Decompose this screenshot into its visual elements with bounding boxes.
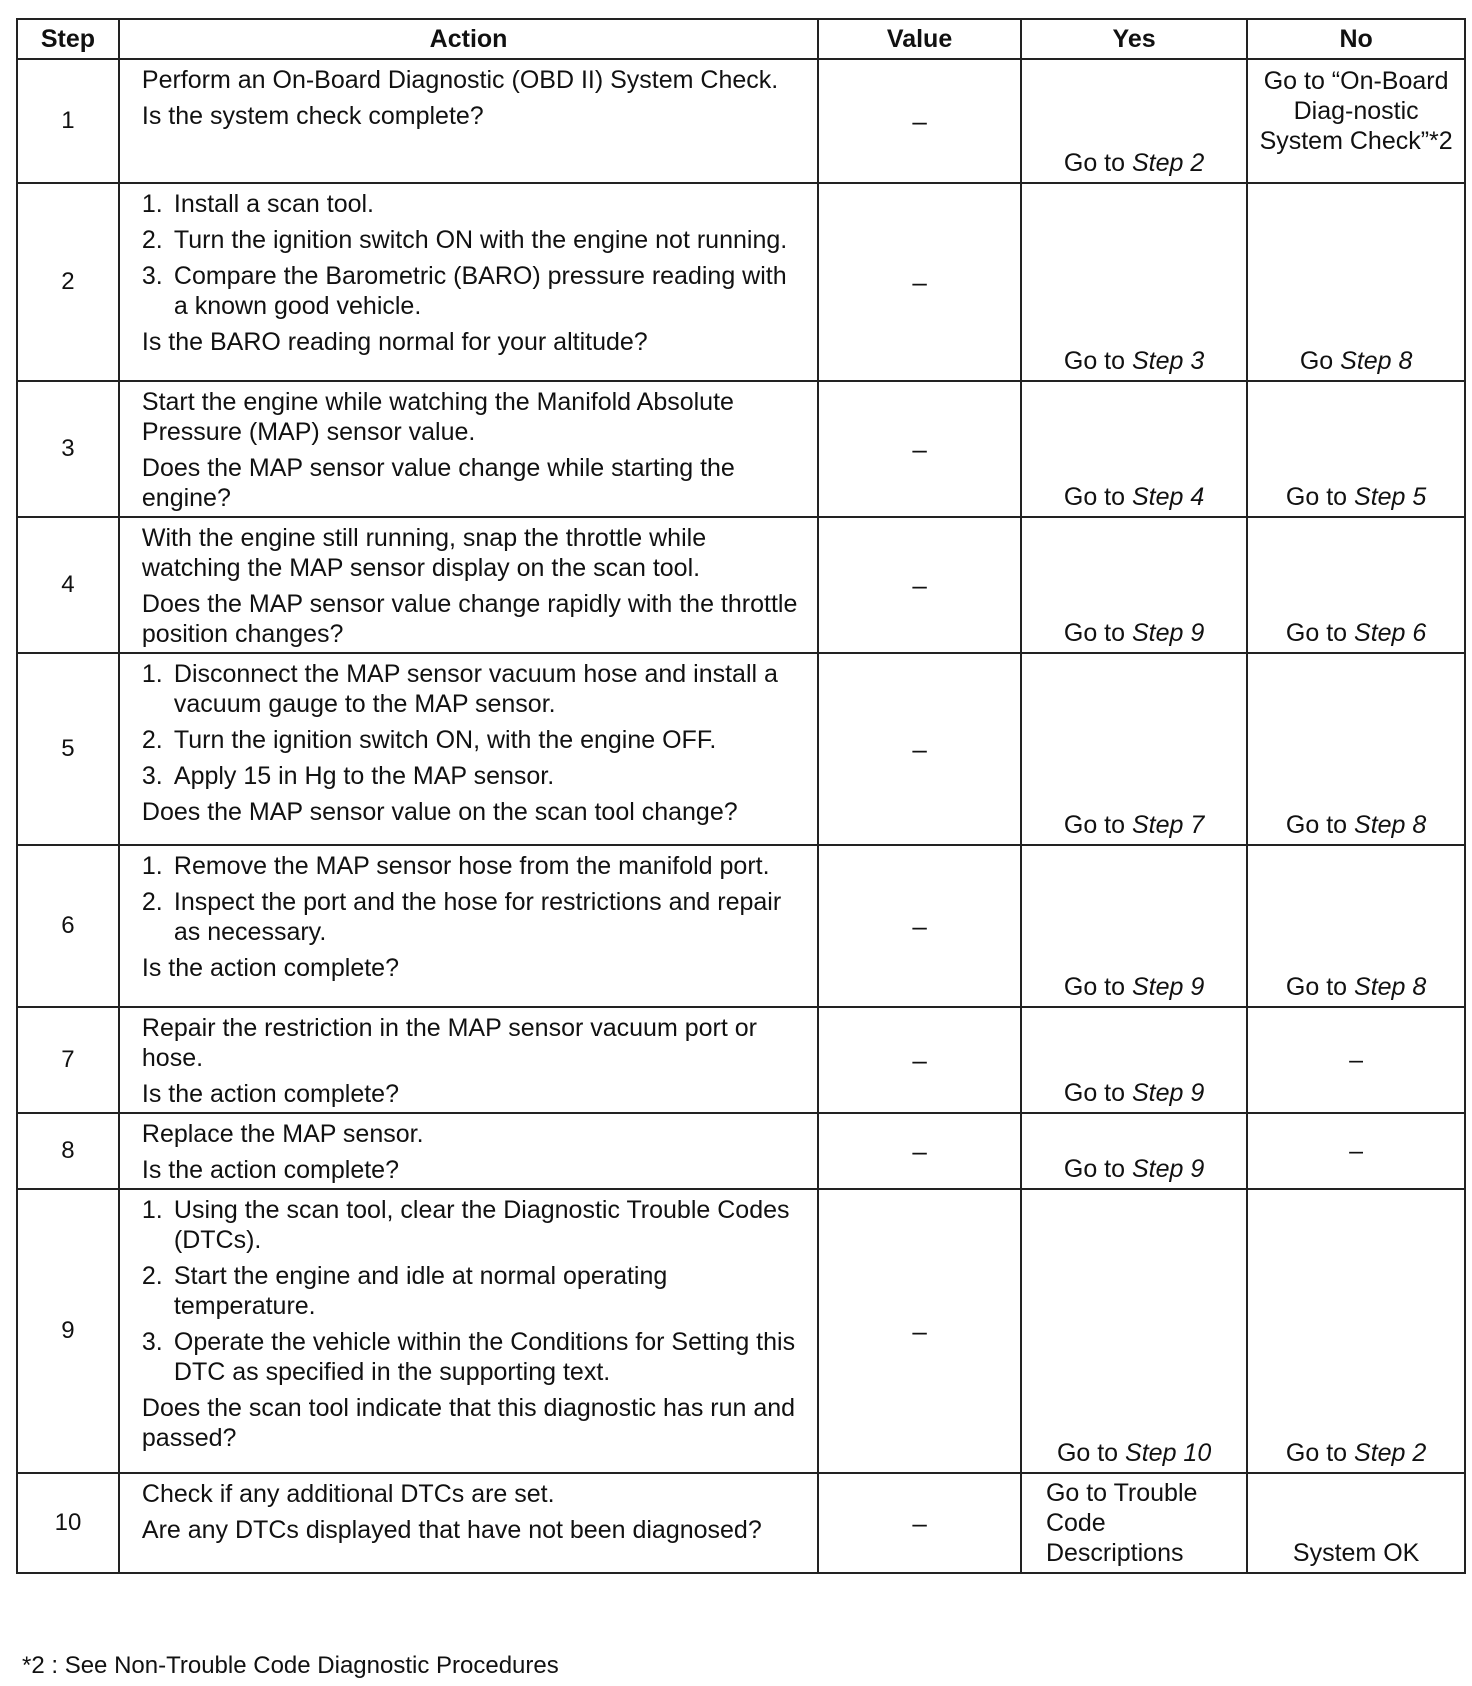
header-no: No — [1247, 19, 1465, 59]
action-question: Is the action complete? — [141, 1156, 399, 1184]
value-cell: – — [818, 1473, 1021, 1573]
action-list-item — [142, 1261, 805, 1321]
diagnostic-table — [16, 18, 1466, 1574]
no-cell — [1247, 845, 1465, 1007]
action-question: Does the MAP sensor value change rapidly with the throttle position changes? — [141, 590, 798, 648]
action-instruction: Perform an On-Board Diagnostic (OBD II) System Check. — [141, 66, 779, 94]
action-list-item — [142, 261, 805, 321]
yes-cell — [1021, 381, 1247, 517]
action-cell — [119, 59, 818, 183]
no-prefix: Go to — [1285, 811, 1348, 839]
action-item-number: 1. — [141, 190, 163, 218]
yes-prefix: Go to — [1063, 149, 1126, 177]
yes-cell — [1021, 517, 1247, 653]
value-cell: – — [818, 1189, 1021, 1473]
no-cell — [1247, 1007, 1465, 1113]
no-text: – — [1349, 1136, 1364, 1165]
action-item-text: Start the engine and idle at normal operating temperature. — [173, 1262, 668, 1320]
step-number: 2 — [17, 183, 119, 381]
action-cell — [119, 1113, 818, 1189]
value-cell: – — [818, 845, 1021, 1007]
no-step-ref: Step 8 — [1354, 973, 1427, 1001]
no-prefix: Go to — [1285, 1439, 1348, 1467]
action-question: Is the system check complete? — [141, 102, 484, 130]
action-instruction: Replace the MAP sensor. — [141, 1120, 424, 1148]
action-item-text: Apply 15 in Hg to the MAP sensor. — [173, 762, 555, 790]
action-cell — [119, 1473, 818, 1573]
table-header-row — [17, 19, 1465, 59]
yes-cell — [1021, 183, 1247, 381]
table-row — [17, 381, 1465, 517]
no-cell — [1247, 59, 1465, 183]
action-item-number: 2. — [141, 1262, 163, 1290]
action-instruction: Start the engine while watching the Manifold Absolute Pressure (MAP) sensor value. — [141, 388, 734, 446]
no-cell — [1247, 381, 1465, 517]
action-item-text: Operate the vehicle within the Conditions for Setting this DTC as specified in the supporting text. — [173, 1328, 796, 1386]
no-step-ref: Step 8 — [1340, 347, 1413, 375]
action-item-text: Using the scan tool, clear the Diagnostic Trouble Codes (DTCs). — [173, 1196, 790, 1254]
action-item-number: 3. — [141, 262, 163, 290]
action-cell — [119, 845, 818, 1007]
yes-cell — [1021, 1473, 1247, 1573]
no-step-ref: Step 5 — [1354, 483, 1427, 511]
action-item-text: Compare the Barometric (BARO) pressure reading with a known good vehicle. — [173, 262, 787, 320]
action-item-number: 1. — [141, 660, 163, 688]
yes-cell — [1021, 1113, 1247, 1189]
action-list-item — [142, 725, 805, 755]
value-cell: – — [818, 1007, 1021, 1113]
table-body — [17, 59, 1465, 1573]
action-cell — [119, 1189, 818, 1473]
step-number: 9 — [17, 1189, 119, 1473]
no-text: – — [1349, 1045, 1364, 1074]
action-instruction: With the engine still running, snap the throttle while watching the MAP sensor display on the scan tool. — [141, 524, 707, 582]
action-question: Is the action complete? — [141, 1080, 399, 1108]
value-cell: – — [818, 183, 1021, 381]
yes-prefix: Go to — [1063, 811, 1126, 839]
action-item-text: Install a scan tool. — [173, 190, 375, 218]
action-question: Does the scan tool indicate that this diagnostic has run and passed? — [141, 1394, 796, 1452]
action-item-number: 3. — [141, 762, 163, 790]
action-instruction: Repair the restriction in the MAP sensor vacuum port or hose. — [141, 1014, 757, 1072]
table-row — [17, 517, 1465, 653]
step-number: 10 — [17, 1473, 119, 1573]
value-cell: – — [818, 381, 1021, 517]
action-question: Does the MAP sensor value on the scan tool change? — [141, 798, 738, 826]
step-number: 6 — [17, 845, 119, 1007]
no-text: Go to “On-Board Diag-nostic System Check”*2 — [1259, 67, 1453, 155]
step-number: 3 — [17, 381, 119, 517]
table-row — [17, 1473, 1465, 1573]
action-instruction: Check if any additional DTCs are set. — [141, 1480, 555, 1508]
action-item-number: 2. — [141, 888, 163, 916]
diagnostic-document — [16, 18, 1466, 1574]
action-list-item — [142, 659, 805, 719]
no-cell — [1247, 183, 1465, 381]
no-step-ref: Step 8 — [1354, 811, 1427, 839]
action-question: Are any DTCs displayed that have not been diagnosed? — [141, 1516, 762, 1544]
action-list-item — [142, 1195, 805, 1255]
action-list-item — [142, 189, 805, 219]
value-cell: – — [818, 59, 1021, 183]
value-cell: – — [818, 1113, 1021, 1189]
action-cell — [119, 1007, 818, 1113]
action-item-number: 1. — [141, 1196, 163, 1224]
action-item-number: 2. — [141, 226, 163, 254]
no-cell — [1247, 1189, 1465, 1473]
header-yes: Yes — [1021, 19, 1247, 59]
no-step-ref: Step 6 — [1354, 619, 1427, 647]
yes-step-ref: Step 10 — [1125, 1439, 1212, 1467]
action-item-text: Turn the ignition switch ON with the engine not running. — [173, 226, 788, 254]
header-value: Value — [818, 19, 1021, 59]
step-number: 4 — [17, 517, 119, 653]
header-action: Action — [119, 19, 818, 59]
value-cell: – — [818, 517, 1021, 653]
no-cell — [1247, 1473, 1465, 1573]
action-item-text: Inspect the port and the hose for restrictions and repair as necessary. — [173, 888, 782, 946]
no-prefix: Go — [1299, 347, 1334, 375]
no-step-ref: Step 2 — [1354, 1439, 1427, 1467]
no-cell — [1247, 517, 1465, 653]
yes-cell — [1021, 1189, 1247, 1473]
action-item-text: Turn the ignition switch ON, with the engine OFF. — [173, 726, 717, 754]
table-row — [17, 1007, 1465, 1113]
yes-prefix: Go to — [1063, 973, 1126, 1001]
yes-prefix: Go to — [1063, 347, 1126, 375]
yes-step-ref: Step 9 — [1132, 619, 1205, 647]
action-item-text: Disconnect the MAP sensor vacuum hose and install a vacuum gauge to the MAP sensor. — [173, 660, 778, 718]
yes-cell — [1021, 845, 1247, 1007]
no-cell — [1247, 1113, 1465, 1189]
action-cell — [119, 517, 818, 653]
action-cell — [119, 183, 818, 381]
table-row — [17, 1113, 1465, 1189]
step-number: 5 — [17, 653, 119, 845]
yes-cell — [1021, 653, 1247, 845]
action-item-number: 1. — [141, 852, 163, 880]
no-prefix: Go to — [1285, 483, 1348, 511]
table-row — [17, 845, 1465, 1007]
yes-step-ref: Step 9 — [1132, 1155, 1205, 1183]
yes-step-ref: Step 9 — [1132, 973, 1205, 1001]
no-prefix: Go to — [1285, 973, 1348, 1001]
action-cell — [119, 653, 818, 845]
yes-prefix: Go to — [1063, 1079, 1126, 1107]
yes-prefix: Go to — [1063, 483, 1126, 511]
table-row — [17, 183, 1465, 381]
yes-text: Go to Trouble Code Descriptions — [1045, 1478, 1198, 1567]
action-question: Does the MAP sensor value change while starting the engine? — [141, 454, 735, 512]
step-number: 7 — [17, 1007, 119, 1113]
action-item-number: 2. — [141, 726, 163, 754]
action-question: Is the BARO reading normal for your altitude? — [141, 328, 648, 356]
yes-step-ref: Step 9 — [1132, 1079, 1205, 1107]
action-list-item — [142, 851, 805, 881]
yes-prefix: Go to — [1063, 1155, 1126, 1183]
action-question: Is the action complete? — [141, 954, 399, 982]
action-list-item — [142, 887, 805, 947]
table-row — [17, 59, 1465, 183]
action-cell — [119, 381, 818, 517]
yes-step-ref: Step 2 — [1132, 149, 1205, 177]
footnote: *2 : See Non-Trouble Code Diagnostic Procedures — [22, 1652, 559, 1679]
yes-prefix: Go to — [1056, 1439, 1119, 1467]
table-row — [17, 1189, 1465, 1473]
yes-step-ref: Step 7 — [1132, 811, 1205, 839]
action-list-item — [142, 225, 805, 255]
yes-step-ref: Step 3 — [1132, 347, 1205, 375]
action-list-item — [142, 1327, 805, 1387]
header-step: Step — [17, 19, 119, 59]
yes-step-ref: Step 4 — [1132, 483, 1205, 511]
no-prefix: Go to — [1285, 619, 1348, 647]
action-item-text: Remove the MAP sensor hose from the manifold port. — [173, 852, 770, 880]
action-item-number: 3. — [141, 1328, 163, 1356]
step-number: 1 — [17, 59, 119, 183]
yes-prefix: Go to — [1063, 619, 1126, 647]
yes-cell — [1021, 59, 1247, 183]
action-list-item — [142, 761, 805, 791]
no-text: System OK — [1292, 1539, 1420, 1567]
no-cell — [1247, 653, 1465, 845]
value-cell: – — [818, 653, 1021, 845]
table-row — [17, 653, 1465, 845]
yes-cell — [1021, 1007, 1247, 1113]
step-number: 8 — [17, 1113, 119, 1189]
